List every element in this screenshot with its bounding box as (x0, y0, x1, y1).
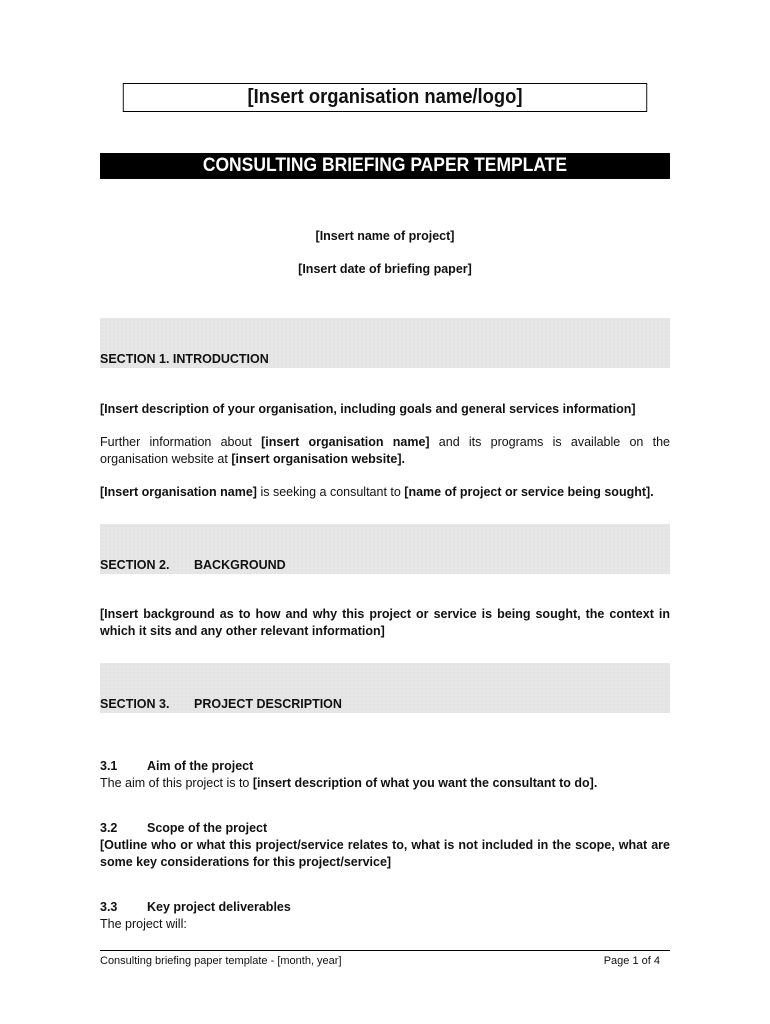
subsection-3-1-heading (100, 759, 254, 773)
subsection-3-2-number: 3.2 (100, 821, 118, 835)
section-2-title: BACKGROUND (194, 558, 286, 572)
seeking-consultant-paragraph (100, 484, 670, 501)
footer-divider (100, 950, 670, 951)
briefing-date-placeholder: [Insert date of briefing paper] (298, 262, 472, 276)
subsection-3-3-number: 3.3 (100, 900, 118, 914)
subsection-3-2-heading (100, 821, 268, 835)
section-3-band (100, 663, 670, 713)
organisation-name-placeholder: [insert organisation name] (261, 435, 430, 449)
section-3-heading (100, 697, 342, 711)
footer-document-label: Consulting briefing paper template - [month, year] (100, 955, 342, 967)
project-name-placeholder: [Insert name of project] (315, 229, 455, 243)
section-2-heading (100, 558, 286, 572)
further-info-text-2: and its programs is available on the organisation website at (100, 435, 670, 466)
deliverables-intro: The project will: (100, 917, 187, 931)
subsection-3-3-title: Key project deliverables (147, 900, 291, 914)
project-scope-placeholder: [Outline who or what this project/service relates to, what is not included in the scope, what are some key considerations for this project/service] (100, 838, 670, 869)
organisation-website-placeholder: [insert organisation website]. (231, 452, 405, 466)
section-3-title: PROJECT DESCRIPTION (194, 697, 342, 711)
subsection-3-2-title: Scope of the project (147, 821, 268, 835)
document-title-bar (100, 153, 670, 179)
project-aim-text: The aim of this project is to (100, 776, 253, 790)
footer-page-number: Page 1 of 4 (603, 955, 660, 967)
organisation-placeholder: [Insert organisation name/logo] (123, 83, 647, 112)
background-placeholder: [Insert background as to how and why this project or service is being sought, the context in which it sits and any other relevant information] (100, 607, 670, 638)
organisation-name-placeholder-2: [Insert organisation name] (100, 485, 257, 499)
project-aim-placeholder: [insert description of what you want the consultant to do]. (252, 776, 598, 790)
project-service-placeholder: [name of project or service being sought]. (404, 485, 654, 499)
project-aim-paragraph (100, 775, 670, 792)
subsection-3-1-title: Aim of the project (147, 759, 254, 773)
section-2-band (100, 524, 670, 574)
section-3-number: SECTION 3. (100, 697, 170, 711)
organisation-description-placeholder: [Insert description of your organisation, including goals and general services information] (100, 402, 636, 416)
subsection-3-3-heading (100, 900, 291, 914)
further-info-text-1: Further information about (100, 435, 262, 449)
seeking-consultant-text: is seeking a consultant to (256, 485, 405, 499)
section-1-heading: SECTION 1. INTRODUCTION (100, 352, 269, 366)
subsection-3-1-number: 3.1 (100, 759, 118, 773)
document-title: CONSULTING BRIEFING PAPER TEMPLATE (202, 155, 568, 176)
further-information-paragraph (100, 434, 670, 468)
section-2-number: SECTION 2. (100, 558, 170, 572)
